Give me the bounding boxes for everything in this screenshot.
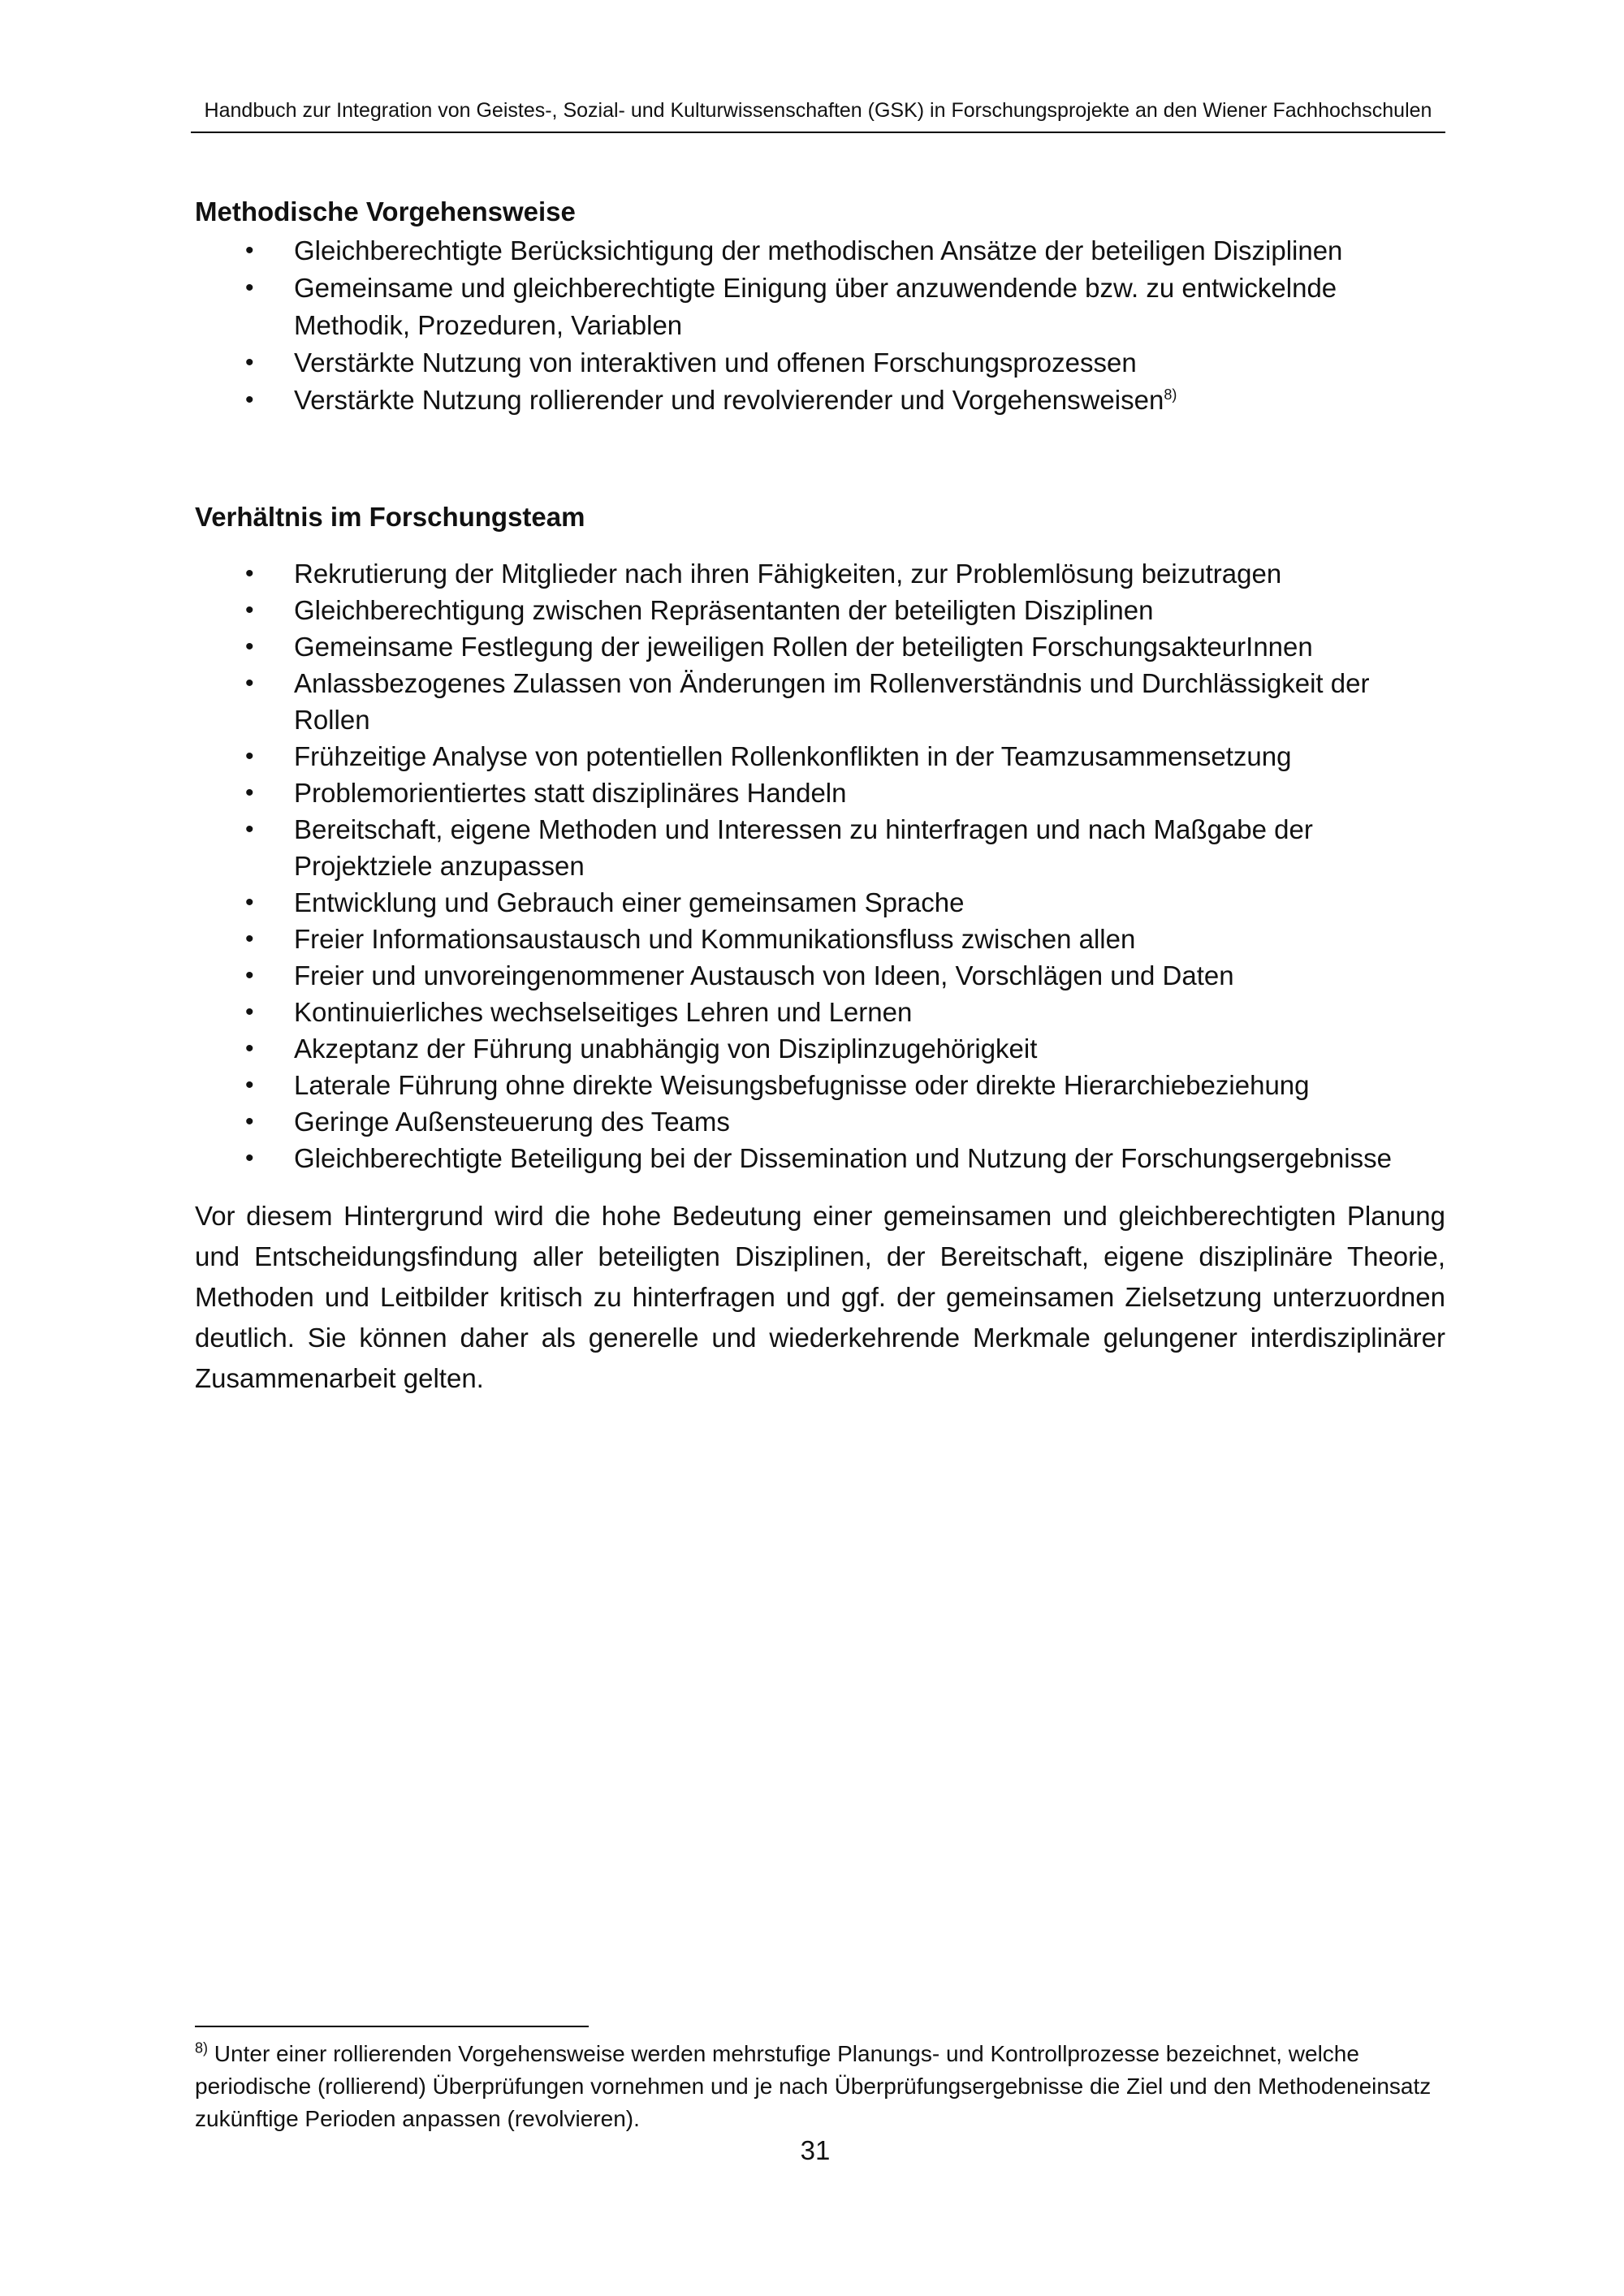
list-item: • Gleichberechtigte Beteiligung bei der Dissemination und Nutzung der Forschungsergebnisse: [195, 1140, 1445, 1176]
team-list: [195, 555, 1445, 1176]
bullet-icon: •: [245, 999, 254, 1025]
bullet-icon: •: [245, 1072, 254, 1098]
footnote-separator: [195, 2026, 589, 2027]
header-title: Handbuch zur Integration von Geistes-, Sozial- und Kulturwissenschaften (GSK) in Forschungsprojekte an den Wiener Fachhochschulen: [204, 99, 1432, 122]
running-header: [191, 99, 1445, 133]
bullet-icon: •: [245, 962, 254, 989]
list-item: • Entwicklung und Gebrauch einer gemeinsamen Sprache: [195, 884, 1445, 921]
footnote: [195, 2038, 1445, 2135]
bullet-icon: •: [245, 274, 254, 301]
list-item: • Freier Informationsaustausch und Kommunikationsfluss zwischen allen: [195, 921, 1445, 957]
section-heading-team: Verhältnis im Forschungsteam: [195, 502, 585, 532]
list-item: • Problemorientiertes statt disziplinäres Handeln: [195, 775, 1445, 811]
footnote-reference[interactable]: 8): [1164, 386, 1177, 403]
list-item: • Freier und unvoreingenommener Austausch von Ideen, Vorschlägen und Daten: [195, 957, 1445, 994]
list-item: • Gemeinsame Festlegung der jeweiligen Rollen der beteiligten ForschungsakteurInnen: [195, 628, 1445, 665]
methodik-list: [195, 232, 1445, 419]
bullet-icon: •: [245, 1108, 254, 1135]
list-item: • Akzeptanz der Führung unabhängig von Disziplinzugehörigkeit: [195, 1030, 1445, 1067]
bullet-icon: •: [245, 560, 254, 587]
list-item: • Geringe Außensteuerung des Teams: [195, 1103, 1445, 1140]
list-item: • Verstärkte Nutzung rollierender und revolvierender und Vorgehensweisen$^{8)}$: [195, 382, 1445, 419]
bullet-icon: •: [245, 386, 254, 413]
list-item: • Frühzeitige Analyse von potentiellen Rollenkonflikten in der Teamzusammensetzung: [195, 738, 1445, 775]
bullet-icon: •: [245, 779, 254, 806]
list-item: • Kontinuierliches wechselseitiges Lehren und Lernen: [195, 994, 1445, 1030]
list-item: • Verstärkte Nutzung von interaktiven und offenen Forschungsprozessen: [195, 344, 1445, 382]
list-item: • Gemeinsame und gleichberechtigte Einigung über anzuwendende bzw. zu entwickelnde Methodik, Prozeduren, Variablen: [195, 270, 1445, 344]
section-heading-methodik: Methodische Vorgehensweise: [195, 196, 576, 227]
bullet-icon: •: [245, 633, 254, 660]
list-item: • Laterale Führung ohne direkte Weisungsbefugnisse oder direkte Hierarchiebeziehung: [195, 1067, 1445, 1103]
bullet-icon: •: [245, 816, 254, 843]
list-item: • Gleichberechtigung zwischen Repräsentanten der beteiligten Disziplinen: [195, 592, 1445, 628]
footnote-marker: 8): [195, 2039, 209, 2056]
bullet-icon: •: [245, 349, 254, 376]
bullet-icon: •: [245, 1145, 254, 1172]
list-item: • Anlassbezogenes Zulassen von Änderungen im Rollenverständnis und Durchlässigkeit der Rollen: [195, 665, 1445, 738]
bullet-icon: •: [245, 1035, 254, 1062]
list-item: • Gleichberechtigte Berücksichtigung der methodischen Ansätze der beteiligen Disziplinen: [195, 232, 1445, 270]
bullet-icon: •: [245, 670, 254, 697]
bullet-icon: •: [245, 743, 254, 770]
bullet-icon: •: [245, 889, 254, 916]
bullet-icon: •: [245, 926, 254, 952]
list-item: • Rekrutierung der Mitglieder nach ihren Fähigkeiten, zur Problemlösung beizutragen: [195, 555, 1445, 592]
bullet-icon: •: [245, 237, 254, 264]
page-content: [195, 192, 1445, 1426]
page-number: 31: [800, 2135, 831, 2165]
footnote-text: Unter einer rollierenden Vorgehensweise werden mehrstufige Planungs- und Kontrollprozesse bezeichnet, welche periodische (rollierend) Überprüfungen vornehmen und je nach Überprüfungsergebnisse die Ziel und den Methodeneinsatz zukünftige Perioden anpassen (revolvieren).: [195, 2041, 1432, 2131]
bullet-icon: •: [245, 597, 254, 624]
list-item: • Bereitschaft, eigene Methoden und Interessen zu hinterfragen und nach Maßgabe der Projektziele anzupassen: [195, 811, 1445, 884]
body-paragraph: Vor diesem Hintergrund wird die hohe Bedeutung einer gemeinsamen und gleichberechtigten Planung und Entscheidungsfindung aller beteiligten Disziplinen, der Bereitschaft, eigene disziplinäre Theorie, Methoden und Leitbilder kritisch zu hinterfragen und ggf. der gemeinsamen Zielsetzung unterzuordnen deutlich. Sie können daher als generelle und wiederkehrende Merkmale gelungener interdisziplinärer Zusammenarbeit gelten.: [195, 1201, 1445, 1393]
